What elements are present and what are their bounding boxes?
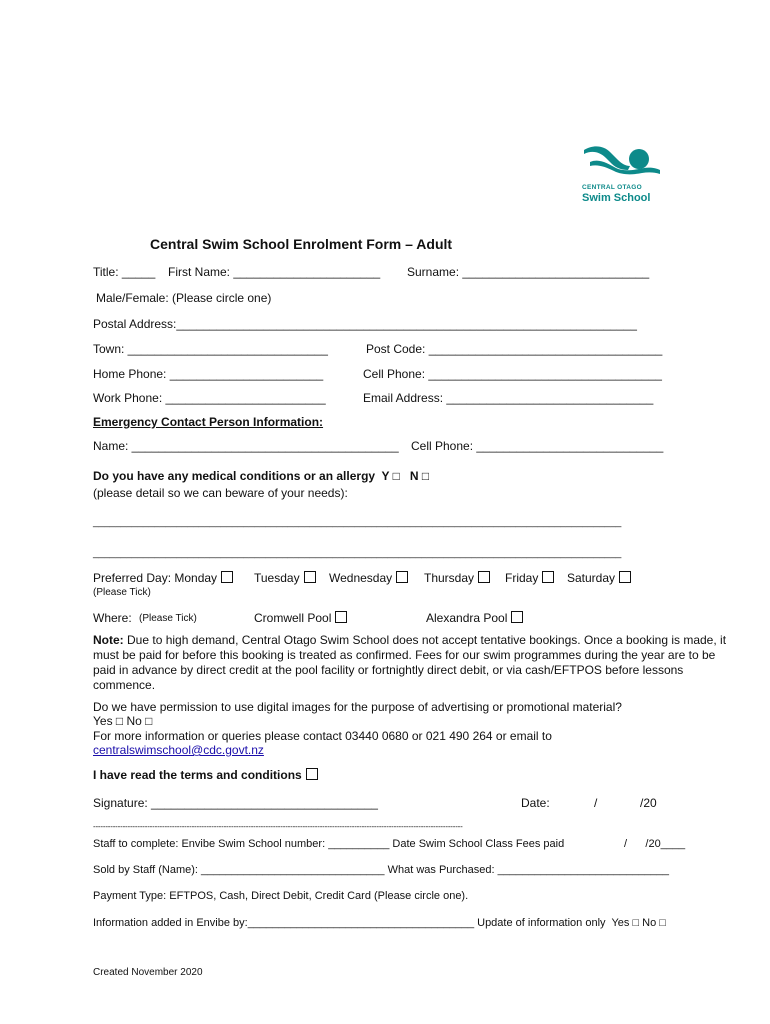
envibe-info-field[interactable]: Information added in Envibe by:_____________________________________ Update of information only Yes □ No □	[93, 917, 666, 929]
date-label: Date:	[521, 796, 550, 810]
emergency-cell-field[interactable]: Cell Phone: ____________________________	[411, 439, 664, 453]
day-label: Friday	[505, 571, 539, 585]
form-title: Central Swim School Enrolment Form – Adult	[150, 236, 453, 252]
post-code-field[interactable]: Post Code: ___________________________________	[366, 342, 663, 356]
thursday-checkbox[interactable]	[478, 571, 490, 583]
footer-created: Created November 2020	[93, 967, 203, 978]
email-field[interactable]: Email Address: _______________________________	[363, 391, 654, 405]
sold-by-field[interactable]: Sold by Staff (Name): ______________________________ What was Purchased: ____________________________	[93, 864, 669, 876]
cromwell-checkbox[interactable]	[335, 611, 347, 623]
wednesday-checkbox[interactable]	[396, 571, 408, 583]
note-label: Note:	[93, 633, 124, 647]
terms-row	[93, 768, 318, 782]
saturday-checkbox[interactable]	[619, 571, 631, 583]
please-tick-note: (Please Tick)	[139, 613, 197, 624]
note-paragraph	[93, 633, 733, 693]
work-phone-field[interactable]: Work Phone: ________________________	[93, 391, 326, 405]
day-friday	[505, 571, 554, 585]
medical-line-2[interactable]: _______________________________________________________________________________________________	[93, 548, 622, 559]
medical-question: Do you have any medical conditions or an allergy Y □ N □	[93, 469, 430, 483]
day-saturday	[567, 571, 631, 585]
pool-alexandra	[426, 611, 523, 625]
permission-question: Do we have permission to use digital images for the purpose of advertising or promotional material?	[93, 700, 622, 714]
where-label: Where:	[93, 611, 132, 625]
gender-field[interactable]: Male/Female: (Please circle one)	[96, 291, 272, 305]
monday-checkbox[interactable]	[221, 571, 233, 583]
title-field[interactable]: Title: _____	[93, 265, 156, 279]
preferred-day-monday	[93, 571, 233, 585]
medical-detail: (please detail so we can beware of your needs):	[93, 486, 348, 500]
note-text: Due to high demand, Central Otago Swim School does not accept tentative bookings. Once a booking is made, it must be paid for before this booking is treated as confirmed. Fees for our swim programmes during the year are to be paid in advance by direct credit at the pool facility or fortnightly direct debit, or via cash/EFTPOS before lessons commence.	[93, 633, 727, 692]
terms-label: I have read the terms and conditions	[93, 768, 302, 782]
postal-address-field[interactable]: Postal Address:_____________________________________________________________________	[93, 317, 637, 331]
day-label: Saturday	[567, 571, 616, 585]
staff-complete-field[interactable]: Staff to complete: Envibe Swim School number: __________ Date Swim School Class Fees paid	[93, 838, 565, 850]
cell-phone-field[interactable]: Cell Phone: ___________________________________	[363, 367, 662, 381]
date-year[interactable]: /20	[640, 796, 657, 810]
day-label: Thursday	[424, 571, 475, 585]
town-field[interactable]: Town: ______________________________	[93, 342, 328, 356]
payment-type[interactable]: Payment Type: EFTPOS, Cash, Direct Debit, Credit Card (Please circle one).	[93, 890, 469, 902]
contact-email-link[interactable]: centralswimschool@cdc.govt.nz	[93, 743, 264, 757]
logo-line-2: Swim School	[582, 192, 651, 204]
pool-cromwell	[254, 611, 347, 625]
terms-checkbox[interactable]	[306, 768, 318, 780]
permission-answer[interactable]: Yes □ No □	[93, 714, 153, 728]
logo-line-1: CENTRAL OTAGO	[582, 184, 642, 191]
emergency-name-field[interactable]: Name: ________________________________________	[93, 439, 399, 453]
day-label: Wednesday	[329, 571, 393, 585]
pool-label: Alexandra Pool	[426, 611, 508, 625]
surname-field[interactable]: Surname: ____________________________	[407, 265, 650, 279]
home-phone-field[interactable]: Home Phone: _______________________	[93, 367, 324, 381]
medical-line-1[interactable]: _______________________________________________________________________________________________	[93, 517, 622, 528]
date-slash[interactable]: /	[594, 796, 598, 810]
friday-checkbox[interactable]	[542, 571, 554, 583]
divider: ------------------------------------------------------------------------------------------------------------------------------------------------------	[93, 822, 463, 831]
contact-info: For more information or queries please contact 03440 0680 or 021 490 264 or email to	[93, 729, 552, 743]
tuesday-checkbox[interactable]	[304, 571, 316, 583]
pool-label: Cromwell Pool	[254, 611, 332, 625]
please-tick-note: (Please Tick)	[93, 587, 151, 598]
first-name-field[interactable]: First Name: ______________________	[168, 265, 381, 279]
signature-field[interactable]: Signature: __________________________________	[93, 796, 378, 810]
day-wednesday	[329, 571, 408, 585]
emergency-heading: Emergency Contact Person Information:	[93, 415, 324, 429]
day-thursday	[424, 571, 490, 585]
alexandra-checkbox[interactable]	[511, 611, 523, 623]
staff-date-field[interactable]: / /20____	[624, 838, 686, 850]
day-label: Tuesday	[254, 571, 300, 585]
day-tuesday	[254, 571, 316, 585]
preferred-day-label: Preferred Day: Monday	[93, 571, 218, 585]
